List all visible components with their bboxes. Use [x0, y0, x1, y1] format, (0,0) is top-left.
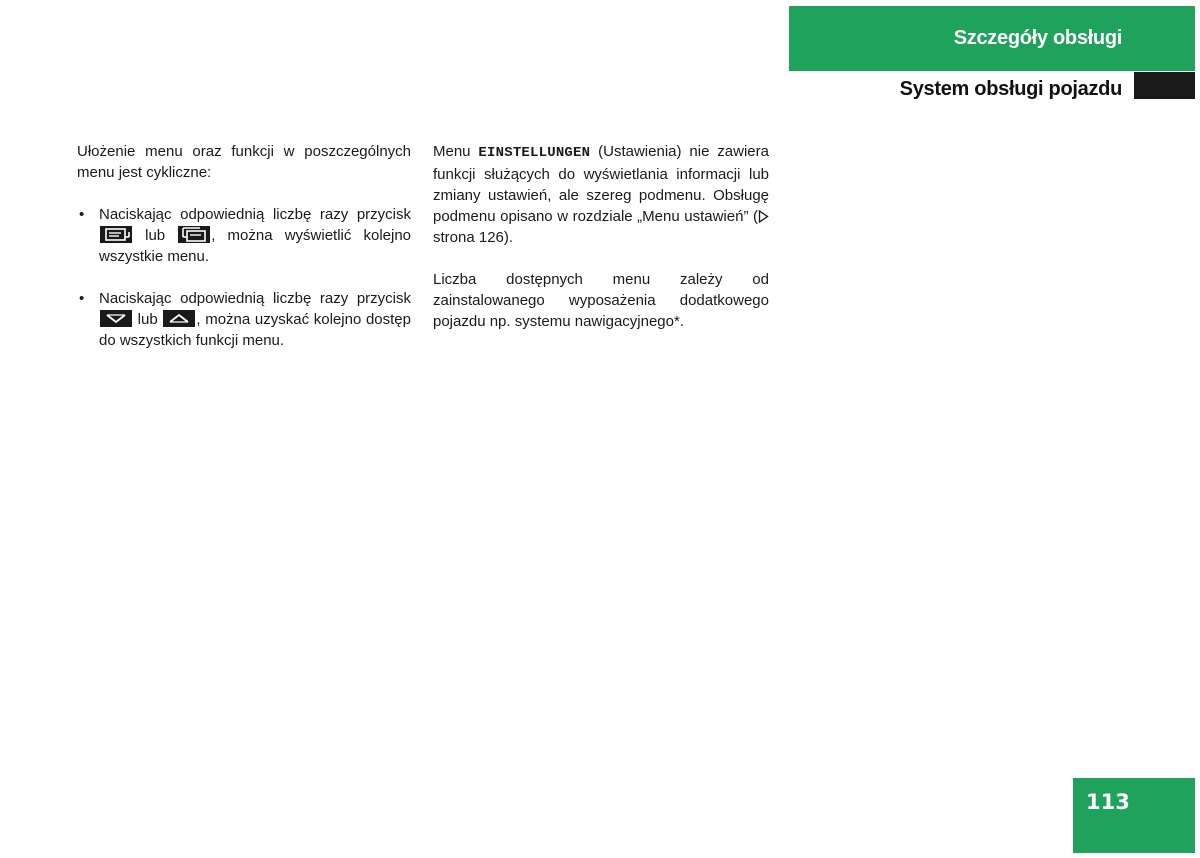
- bullet-list: [77, 204, 411, 351]
- page-number: 113: [1086, 790, 1130, 814]
- bullet-or-text: lub: [137, 311, 158, 328]
- section-tab: [789, 6, 1195, 71]
- section-title: Szczegóły obsługi: [953, 27, 1122, 49]
- bullet-or-text: lub: [145, 227, 166, 244]
- page-number-box: [1073, 778, 1195, 853]
- arrow-up-button-icon: [163, 310, 195, 327]
- arrow-down-button-icon: [100, 310, 132, 327]
- menu-forward-button-icon: [100, 226, 132, 243]
- bullet-text-before: Naciskając odpowiednią liczbę razy przycisk: [99, 290, 411, 307]
- menu-availability-paragraph: Liczba dostępnych menu zależy od zainstalowanego wyposażenia dodatkowego pojazdu np. systemu nawigacyjnego*.: [433, 271, 769, 330]
- intro-paragraph: Ułożenie menu oraz funkcji w poszczególnych menu jest cykliczne:: [77, 143, 411, 181]
- settings-menu-paragraph: [433, 141, 769, 248]
- bullet-item-menu-buttons: [77, 204, 411, 267]
- page-reference-link[interactable]: strona 126).: [433, 229, 514, 246]
- menu-prefix: Menu: [433, 143, 471, 160]
- bullet-text-before: Naciskając odpowiednią liczbę razy przycisk: [99, 206, 411, 223]
- left-column: [77, 141, 411, 372]
- page-reference-icon: [758, 210, 769, 223]
- bullet-text-after: , można uzyskać kolejno dostęp do wszystkich funkcji menu.: [99, 311, 411, 349]
- menu-name-einstellungen: EINSTELLUNGEN: [478, 145, 591, 161]
- menu-back-button-icon: [178, 226, 210, 243]
- settings-description: (Ustawienia) nie zawiera funkcji służących do wyświetlania informacji lub zmiany ustawień, ale szereg podmenu. Obsługę podmenu opisano w rozdziale „Menu ustawień” (: [433, 143, 769, 225]
- subsection-bar: [1134, 72, 1195, 99]
- bullet-text-after: , można wyświetlić kolejno wszystkie menu.: [99, 227, 412, 265]
- bullet-item-arrow-buttons: [77, 288, 411, 351]
- right-column: [433, 141, 769, 353]
- subsection-title: System obsługi pojazdu: [899, 78, 1122, 100]
